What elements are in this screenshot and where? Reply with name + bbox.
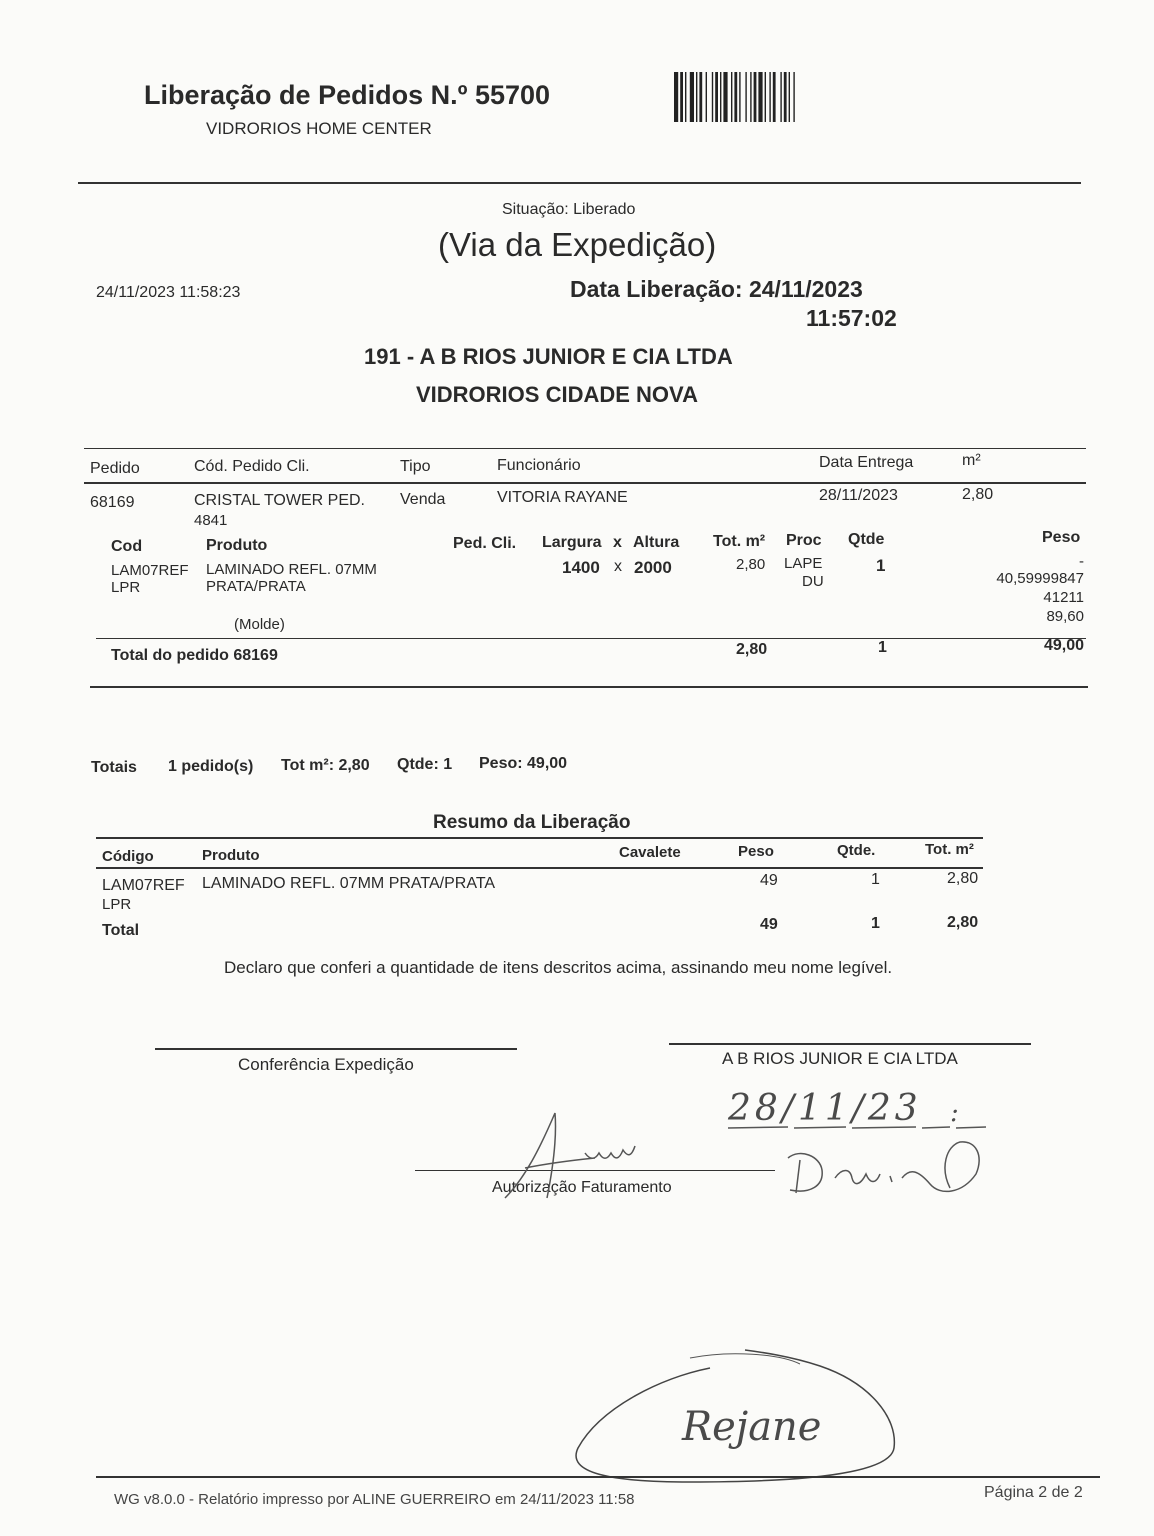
- col-cod-pedido-cli: Cód. Pedido Cli.: [194, 458, 310, 475]
- col-proc: Proc: [786, 532, 822, 549]
- item-peso: -: [1079, 553, 1084, 570]
- item-altura: 2000: [634, 558, 672, 577]
- col-qtde: Qtde.: [837, 842, 876, 859]
- resumo-codigo: LPR: [102, 896, 132, 913]
- item-molde: (Molde): [234, 616, 285, 633]
- data-liberacao: Data Liberação: 24/11/2023: [570, 276, 863, 302]
- tipo: Venda: [400, 491, 446, 508]
- signature-danilo: [780, 1138, 985, 1208]
- item-proc: LAPE: [784, 555, 823, 572]
- handwritten-name: Rejane: [682, 1404, 822, 1450]
- conferencia-label: Conferência Expedição: [238, 1055, 414, 1074]
- cod-pedido-cli: 4841: [194, 512, 228, 529]
- printed-timestamp: 24/11/2023 11:58:23: [96, 284, 241, 301]
- divider: [90, 686, 1088, 688]
- divider: [96, 837, 983, 839]
- resumo-total-tot-m2: 2,80: [947, 914, 979, 931]
- item-peso: 41211: [1043, 589, 1084, 606]
- divider: [78, 182, 1081, 184]
- resumo-title: Resumo da Liberação: [433, 812, 631, 833]
- cod-pedido-cli: CRISTAL TOWER PED.: [194, 492, 365, 509]
- declaration-text: Declaro que conferi a quantidade de itens descritos acima, assinando meu nome legível.: [224, 958, 893, 977]
- totals-pedidos: 1 pedido(s): [168, 758, 254, 775]
- page-number: Página 2 de 2: [984, 1484, 1083, 1501]
- signature-line: [669, 1043, 1031, 1045]
- footer-printed-by: WG v8.0.0 - Relatório impresso por ALINE GUERREIRO em 24/11/2023 11:58: [114, 1491, 635, 1508]
- totals-label: Totais: [91, 759, 137, 776]
- item-qtde: 1: [876, 556, 886, 575]
- pedido-number: 68169: [90, 494, 135, 511]
- resumo-tot-m2: 2,80: [947, 870, 979, 887]
- col-produto: Produto: [202, 847, 260, 864]
- divider: [84, 448, 1086, 449]
- col-tot-m2: Tot. m²: [713, 533, 766, 550]
- company-signature-label: A B RIOS JUNIOR E CIA LTDA: [722, 1049, 958, 1068]
- col-altura: Altura: [633, 534, 680, 551]
- client-name: 191 - A B RIOS JUNIOR E CIA LTDA: [364, 344, 733, 369]
- item-cod: LPR: [111, 579, 141, 596]
- data-entrega: 28/11/2023: [819, 487, 898, 504]
- col-ped-cli: Ped. Cli.: [453, 535, 517, 552]
- signature-aline: [495, 1108, 655, 1208]
- totals-m2: Tot m²: 2,80: [281, 757, 370, 774]
- order-total-label: Total do pedido 68169: [111, 647, 278, 664]
- resumo-peso: 49: [760, 872, 778, 889]
- resumo-total-peso: 49: [760, 916, 778, 933]
- signature-line: [155, 1048, 517, 1050]
- resumo-qtde: 1: [871, 871, 880, 888]
- client-store: VIDRORIOS CIDADE NOVA: [416, 382, 698, 407]
- col-cavalete: Cavalete: [619, 844, 681, 861]
- funcionario: VITORIA RAYANE: [497, 489, 628, 506]
- resumo-total-label: Total: [102, 922, 140, 939]
- item-produto: LAMINADO REFL. 07MM: [206, 561, 377, 578]
- order-total-qtde: 1: [878, 639, 887, 656]
- col-cod: Cod: [111, 538, 143, 555]
- col-tot-m2: Tot. m²: [925, 841, 974, 858]
- divider: [84, 482, 1086, 484]
- item-proc: DU: [802, 573, 824, 590]
- col-qtde: Qtde: [848, 531, 885, 548]
- order-total-peso: 49,00: [1043, 637, 1084, 654]
- item-cod: LAM07REF: [111, 562, 189, 579]
- company-name: VIDRORIOS HOME CENTER: [206, 119, 432, 138]
- item-x: x: [614, 558, 622, 575]
- col-m2: m²: [962, 452, 981, 469]
- col-largura: Largura: [542, 534, 602, 551]
- col-pedido: Pedido: [90, 460, 140, 477]
- col-produto: Produto: [206, 537, 268, 554]
- col-peso: Peso: [738, 843, 774, 860]
- via-label: (Via da Expedição): [438, 226, 717, 263]
- divider: [96, 1476, 1100, 1478]
- data-liberacao-time: 11:57:02: [806, 305, 897, 331]
- col-x: x: [613, 534, 622, 551]
- item-peso: 89,60: [1046, 608, 1084, 625]
- document-title: Liberação de Pedidos N.º 55700: [144, 80, 551, 110]
- resumo-total-qtde: 1: [871, 915, 880, 932]
- situacao-status: Situação: Liberado: [502, 201, 636, 218]
- totals-qtde: Qtde: 1: [397, 756, 453, 773]
- totals-peso: Peso: 49,00: [479, 755, 568, 772]
- barcode: [672, 72, 852, 124]
- m2-value: 2,80: [962, 486, 994, 503]
- handwritten-date: 28/11/23: [728, 1088, 922, 1129]
- col-data-entrega: Data Entrega: [819, 454, 914, 471]
- col-tipo: Tipo: [400, 458, 431, 475]
- handwritten-date-underline: [728, 1124, 990, 1130]
- item-tot-m2: 2,80: [736, 556, 766, 573]
- col-funcionario: Funcionário: [497, 457, 581, 474]
- divider: [96, 638, 1086, 639]
- item-produto: PRATA/PRATA: [206, 578, 306, 595]
- col-peso: Peso: [1042, 529, 1081, 546]
- handwritten-time-separator: :: [950, 1098, 959, 1128]
- divider: [96, 867, 983, 869]
- item-peso: 40,59999847: [996, 570, 1084, 587]
- resumo-codigo: LAM07REF: [102, 877, 185, 894]
- autorizacao-label: Autorização Faturamento: [492, 1179, 672, 1196]
- item-largura: 1400: [562, 558, 600, 577]
- resumo-produto: LAMINADO REFL. 07MM PRATA/PRATA: [202, 875, 496, 892]
- order-total-m2: 2,80: [736, 641, 768, 658]
- col-codigo: Código: [102, 848, 154, 865]
